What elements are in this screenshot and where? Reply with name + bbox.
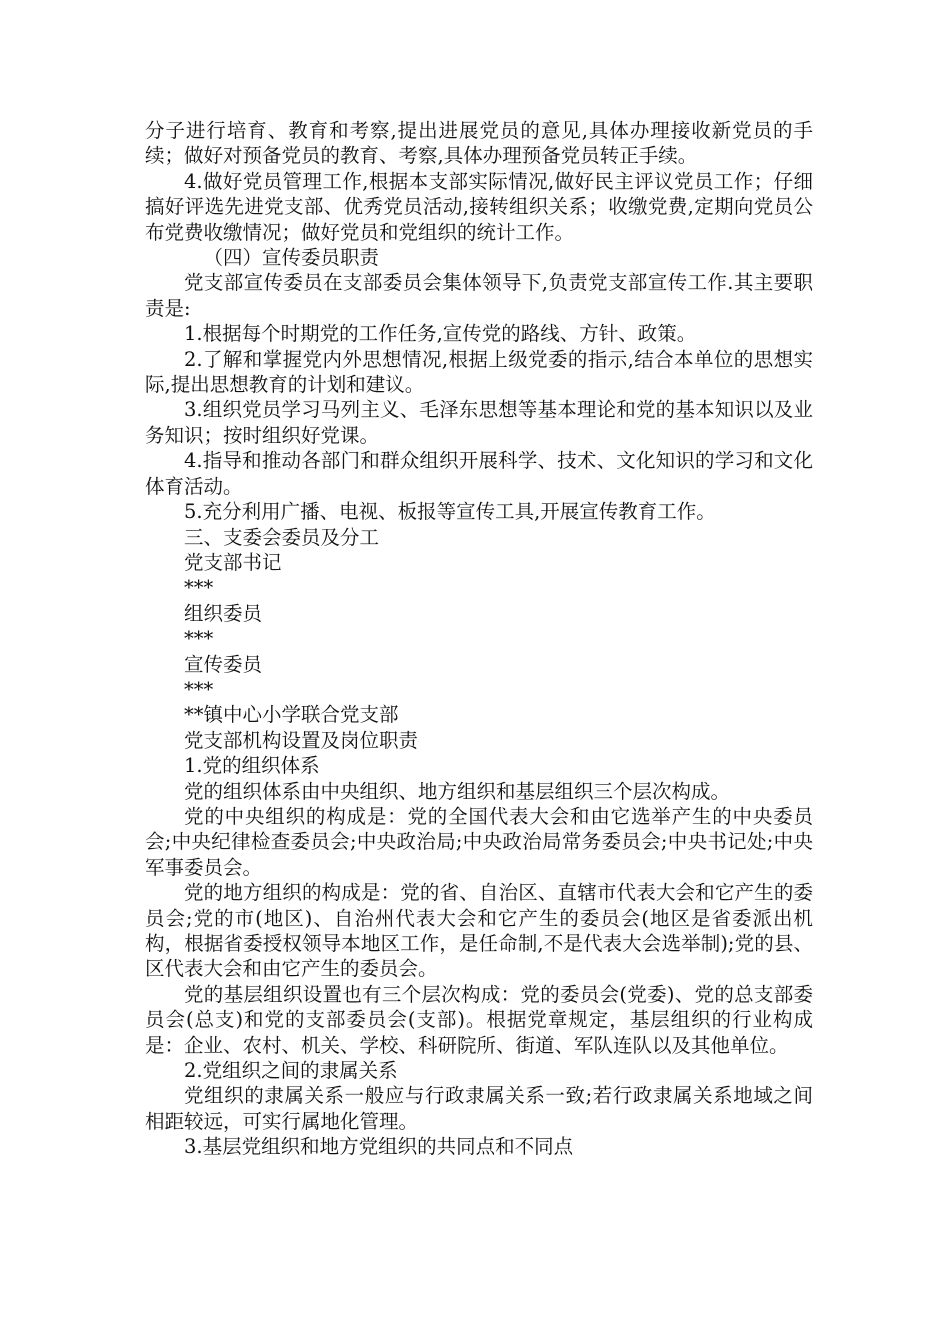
section-heading-members: 三、支委会委员及分工	[184, 525, 380, 549]
document-title: 党支部机构设置及岗位职责	[184, 728, 419, 752]
paragraph-org-system: 党的组织体系由中央组织、地方组织和基层组织三个层次构成。	[184, 779, 731, 803]
list-item-publicity-4: 4.指导和推动各部门和群众组织开展科学、技术、文化知识的学习和文化体育活动。	[145, 449, 813, 498]
section-heading-publicity-duties: （四）宣传委员职责	[203, 246, 380, 270]
paragraph-local-org: 党的地方组织的构成是：党的省、自治区、直辖市代表大会和它产生的委员会;党的市(地区)、自治州代表大会和它产生的委员会(地区是省委派出机构，根据省委授权领导本地区工作，是任命制,不是代表大会选举制);党的县、区代表大会和由它产生的委员会。	[145, 881, 813, 981]
list-item-publicity-3: 3.组织党员学习马列主义、毛泽东思想等基本理论和党的基本知识以及业务知识；按时组织好党课。	[145, 398, 813, 447]
paragraph-continuation: 分子进行培育、教育和考察,提出进展党员的意见,具体办理接收新党员的手续；做好对预备党员的教育、考察,具体办理预备党员转正手续。	[145, 119, 813, 168]
section-heading-subordination: 2.党组织之间的隶属关系	[184, 1059, 398, 1083]
list-item-publicity-1: 1.根据每个时期党的工作任务,宣传党的路线、方针、政策。	[184, 322, 697, 346]
role-publicity-name: ***	[184, 677, 214, 701]
paragraph-item-4-member-management: 4.做好党员管理工作,根据本支部实际情况,做好民主评议党员工作；仔细搞好评选先进党支部、优秀党员活动,接转组织关系；收缴党费,定期向党员公布党费收缴情况；做好党员和党组织的统计工作。	[145, 169, 813, 244]
list-item-publicity-2: 2.了解和掌握党内外思想情况,根据上级党委的指示,结合本单位的思想实际,提出思想教育的计划和建议。	[145, 347, 813, 397]
paragraph-subordination: 党组织的隶属关系一般应与行政隶属关系一致;若行政隶属关系地域之间相距较远，可实行属地化管理。	[145, 1084, 813, 1133]
paragraph-central-org: 党的中央组织的构成是：党的全国代表大会和由它选举产生的中央委员会;中央纪律检查委员会;中央政治局;中央政治局常务委员会;中央书记处;中央军事委员会。	[145, 804, 813, 879]
role-organization: 组织委员	[184, 601, 263, 625]
paragraph-grassroots-org: 党的基层组织设置也有三个层次构成：党的委员会(党委)、党的总支部委员会(总支)和党的支部委员会(支部)。根据党章规定，基层组织的行业构成是：企业、农村、机关、学校、科研院所、街道、军队连队以及其他单位。	[145, 982, 813, 1057]
section-heading-similarities: 3.基层党组织和地方党组织的共同点和不同点	[184, 1135, 574, 1159]
section-heading-org-system: 1.党的组织体系	[184, 754, 320, 778]
list-item-publicity-5: 5.充分利用广播、电视、板报等宣传工具,开展宣传教育工作。	[184, 500, 716, 524]
role-secretary: 党支部书记	[184, 550, 282, 574]
role-publicity: 宣传委员	[184, 652, 263, 676]
organization-name: **镇中心小学联合党支部	[184, 703, 399, 727]
paragraph-publicity-intro: 党支部宣传委员在支部委员会集体领导下,负责党支部宣传工作.其主要职责是:	[145, 271, 813, 320]
role-organization-name: ***	[184, 627, 214, 651]
document-body	[145, 118, 813, 1160]
role-secretary-name: ***	[184, 576, 214, 600]
